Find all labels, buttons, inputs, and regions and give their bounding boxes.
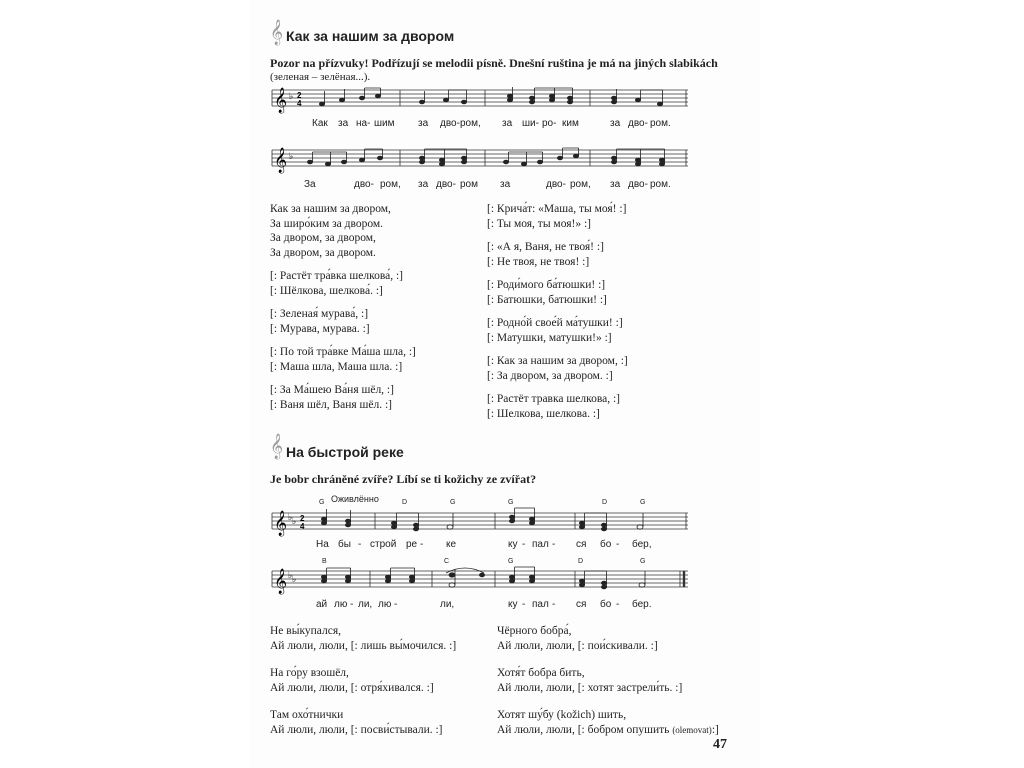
svg-text:♭: ♭ — [289, 92, 294, 102]
verse-line: [: Ты моя, ты моя!» :] — [487, 217, 592, 230]
verse-line: [: Батюшки, батюшки! :] — [487, 293, 607, 306]
lyric-syllable: ку — [508, 539, 518, 550]
lyric-syllable: дво- — [628, 118, 648, 129]
lyric-syllable: ке — [446, 539, 457, 550]
svg-text:4: 4 — [300, 522, 305, 531]
lyric-syllable: за — [502, 118, 513, 129]
lyric-syllable: - — [350, 599, 354, 610]
chord-symbol: C — [444, 558, 450, 565]
verse-line — [497, 723, 719, 738]
svg-text:𝄞: 𝄞 — [274, 511, 288, 536]
stanza — [497, 624, 719, 653]
lyric-syllable: - — [358, 539, 362, 550]
lyric-syllable: за — [610, 179, 621, 190]
verse-line: [: Шёлкова, шелкова́. :] — [270, 284, 383, 297]
song1-intro: Pozor na přízvuky! Podřízují se melodii písně. Dnešní ruština je má na jiných slabikách — [270, 56, 718, 70]
song2-staff-row1 — [270, 507, 690, 541]
lyric-syllable: бо — [600, 539, 612, 550]
song2-verses-col1 — [270, 624, 456, 737]
verse-line: [: «А я, Ваня, не твоя́! :] — [487, 241, 604, 253]
verse-line: За двором, за двором, — [270, 232, 376, 244]
verse-line: [: Крича́т: «Маша, ты моя́! :] — [487, 203, 627, 215]
lyric-syllable: дво- — [354, 179, 374, 190]
svg-text:2: 2 — [300, 514, 305, 523]
lyric-syllable: - — [522, 539, 526, 550]
lyric-syllable: ши- — [522, 118, 539, 129]
svg-text:2: 2 — [297, 91, 302, 100]
verse-line: За двором, за двором. — [270, 246, 376, 259]
lyric-syllable: ай — [316, 599, 328, 610]
lyric-syllable: - — [552, 599, 556, 610]
verse-line: [: За двором, за двором. :] — [487, 369, 613, 382]
lyric-syllable: - — [522, 599, 526, 610]
verse-line: На го́ру взошёл, — [270, 667, 349, 679]
song1-verses-col1 — [270, 202, 416, 412]
lyric-syllable: ром, — [570, 179, 591, 190]
stanza — [270, 624, 456, 653]
chord-symbol: G — [508, 558, 514, 565]
verse-line: [: Маша шла, Маша шла. :] — [270, 360, 403, 373]
verse-line: Ай люли, люли, [: лишь вы́мочился. :] — [270, 639, 457, 652]
svg-text:♭: ♭ — [288, 513, 293, 523]
stanza — [270, 383, 416, 412]
stanza — [487, 202, 628, 231]
verse-line: Хотя́т бобра бить, — [497, 667, 585, 679]
lyric-syllable: - — [616, 599, 620, 610]
lyric-syllable: ре — [406, 539, 418, 550]
chord-symbol: B — [322, 558, 327, 565]
stanza — [270, 269, 416, 298]
verse-line: Хотят шу́бу (kožich) шить, — [497, 709, 627, 721]
verse-line: Не вы́купался, — [270, 625, 341, 637]
verse-line: [: Родно́й свое́й ма́тушки! :] — [487, 317, 623, 329]
lyric-syllable: ром. — [650, 118, 671, 129]
lyric-syllable: На — [316, 539, 329, 550]
svg-text:𝄞: 𝄞 — [274, 148, 288, 173]
verse-line: [: Как за нашим за двором, :] — [487, 355, 628, 367]
svg-text:♭: ♭ — [292, 575, 297, 585]
chord-symbol: G — [450, 499, 456, 506]
lyric-syllable: дво- — [436, 179, 456, 190]
treble-clef-icon: 𝄞 — [270, 20, 284, 45]
verse-line: Там охо́тнички — [270, 709, 344, 721]
song1-staff-row2 — [270, 146, 690, 182]
stanza — [270, 666, 456, 695]
svg-text:4: 4 — [297, 99, 302, 108]
verse-line: [: Мурава, мурава. :] — [270, 322, 370, 335]
lyric-syllable: ким — [562, 118, 579, 129]
svg-text:♭: ♭ — [292, 517, 297, 527]
tempo-marking: Оживлённо — [331, 494, 379, 504]
lyric-syllable: ром. — [650, 179, 671, 190]
verse-line: Ай люли, люли, [: отря́хивался. :] — [270, 681, 434, 694]
lyric-syllable: ром — [460, 179, 478, 190]
lyric-syllable: бер, — [632, 539, 652, 550]
verse-line: [: Не твоя, не твоя! :] — [487, 255, 590, 268]
verse-line: [: Растёт травка шелкова, :] — [487, 393, 620, 405]
chord-symbol: D — [602, 499, 608, 506]
verse-line: Ай люли, люли, [: посви́стывали. :] — [270, 723, 443, 736]
lyric-syllable: ся — [576, 599, 587, 610]
lyric-syllable: - — [552, 539, 556, 550]
stanza — [487, 392, 628, 421]
verse-line-main: Ай люли, люли, [: бобром опушить — [497, 723, 670, 736]
lyric-syllable: ром, — [380, 179, 401, 190]
song2-lyrics-row2 — [270, 599, 690, 613]
lyric-syllable: лю — [378, 599, 392, 610]
stanza — [270, 708, 456, 737]
stanza — [270, 345, 416, 374]
verse-line: [: Матушки, матушки!» :] — [487, 331, 612, 344]
svg-text:♭: ♭ — [288, 571, 293, 581]
song1-lyrics-row1 — [270, 118, 690, 132]
lyric-syllable: за — [500, 179, 511, 190]
chord-symbol: D — [578, 558, 584, 565]
song2-verses-col2 — [497, 624, 719, 737]
lyric-syllable: ли, — [358, 599, 373, 610]
translation-note: (olemovat) — [672, 724, 712, 735]
lyric-syllable: ся — [576, 539, 587, 550]
song2-lyrics-row1 — [270, 539, 690, 553]
chord-symbol: G — [640, 499, 646, 506]
stanza — [270, 202, 416, 260]
song2-intro: Je bobr chráněné zvíře? Líbí se ti kožichy ze zvířat? — [270, 472, 537, 486]
song1-title: Как за нашим за двором — [286, 28, 455, 44]
stanza — [487, 278, 628, 307]
song2-staff-row2 — [270, 565, 690, 599]
lyric-syllable: - — [420, 539, 424, 550]
verse-line: [: По той тра́вке Ма́ша шла, :] — [270, 346, 416, 358]
chord-symbol: G — [319, 499, 325, 506]
lyric-syllable: Как — [312, 118, 328, 129]
song1-lyrics-row2 — [270, 179, 690, 193]
verse-line: [: Шелкова, шелкова. :] — [487, 407, 600, 420]
verse-line: За широ́ким за двором. — [270, 217, 384, 230]
lyric-syllable: За — [304, 179, 316, 190]
lyric-syllable: бо — [600, 599, 612, 610]
lyric-syllable: лю — [334, 599, 348, 610]
lyric-syllable: за — [338, 118, 349, 129]
song2-title: На быстрой реке — [286, 444, 404, 460]
stanza — [487, 354, 628, 383]
lyric-syllable: за — [418, 118, 429, 129]
lyric-syllable: ром, — [460, 118, 481, 129]
song1-staff-row1 — [270, 86, 690, 122]
lyric-syllable: дво- — [440, 118, 460, 129]
lyric-syllable: дво- — [628, 179, 648, 190]
verse-line: Чёрного бобра́, — [497, 625, 572, 637]
stanza — [487, 316, 628, 345]
song1-intro-note: (зеленая – зелёная...). — [270, 71, 371, 83]
verse-line: [: Ваня шёл, Ваня шёл. :] — [270, 398, 393, 411]
chord-symbol: G — [640, 558, 646, 565]
svg-text:♭: ♭ — [289, 152, 294, 162]
lyric-syllable: ли, — [440, 599, 455, 610]
verse-line: [: Роди́мого ба́тюшки! :] — [487, 279, 606, 291]
stanza — [497, 666, 719, 695]
page-number: 47 — [713, 737, 727, 752]
lyric-syllable: пал — [532, 599, 549, 610]
svg-text:𝄞: 𝄞 — [274, 569, 288, 594]
lyric-syllable: шим — [374, 118, 395, 129]
lyric-syllable: дво- — [546, 179, 566, 190]
lyric-syllable: - — [616, 539, 620, 550]
lyric-syllable: за — [418, 179, 429, 190]
verse-line: Ай люли, люли, [: пои́скивали. :] — [497, 639, 658, 652]
lyric-syllable: бер. — [632, 599, 652, 610]
verse-line: Как за нашим за двором, — [270, 203, 391, 215]
chord-symbol: D — [402, 499, 408, 506]
verse-line: Ай люли, люли, [: хотят застрели́ть. :] — [497, 681, 683, 694]
verse-line: [: За Ма́шею Ва́ня шёл, :] — [270, 384, 394, 396]
lyric-syllable: за — [610, 118, 621, 129]
svg-text:𝄞: 𝄞 — [274, 88, 288, 113]
stanza — [487, 240, 628, 269]
repeat-sign: :] — [711, 723, 719, 736]
lyric-syllable: - — [394, 599, 398, 610]
song1-verses-col2 — [487, 202, 628, 421]
lyric-syllable: бы — [338, 539, 351, 550]
lyric-syllable: ку — [508, 599, 518, 610]
lyric-syllable: пал — [532, 539, 549, 550]
verse-line: [: Зеленая́ мурава́, :] — [270, 308, 369, 320]
lyric-syllable: строй — [370, 539, 397, 550]
lyric-syllable: ро- — [542, 118, 557, 129]
stanza — [497, 708, 719, 737]
treble-clef-icon: 𝄞 — [270, 434, 284, 459]
verse-line: [: Растёт тра́вка шелкова́, :] — [270, 270, 403, 282]
stanza — [270, 307, 416, 336]
lyric-syllable: на- — [356, 118, 371, 129]
chord-symbol: G — [508, 499, 514, 506]
